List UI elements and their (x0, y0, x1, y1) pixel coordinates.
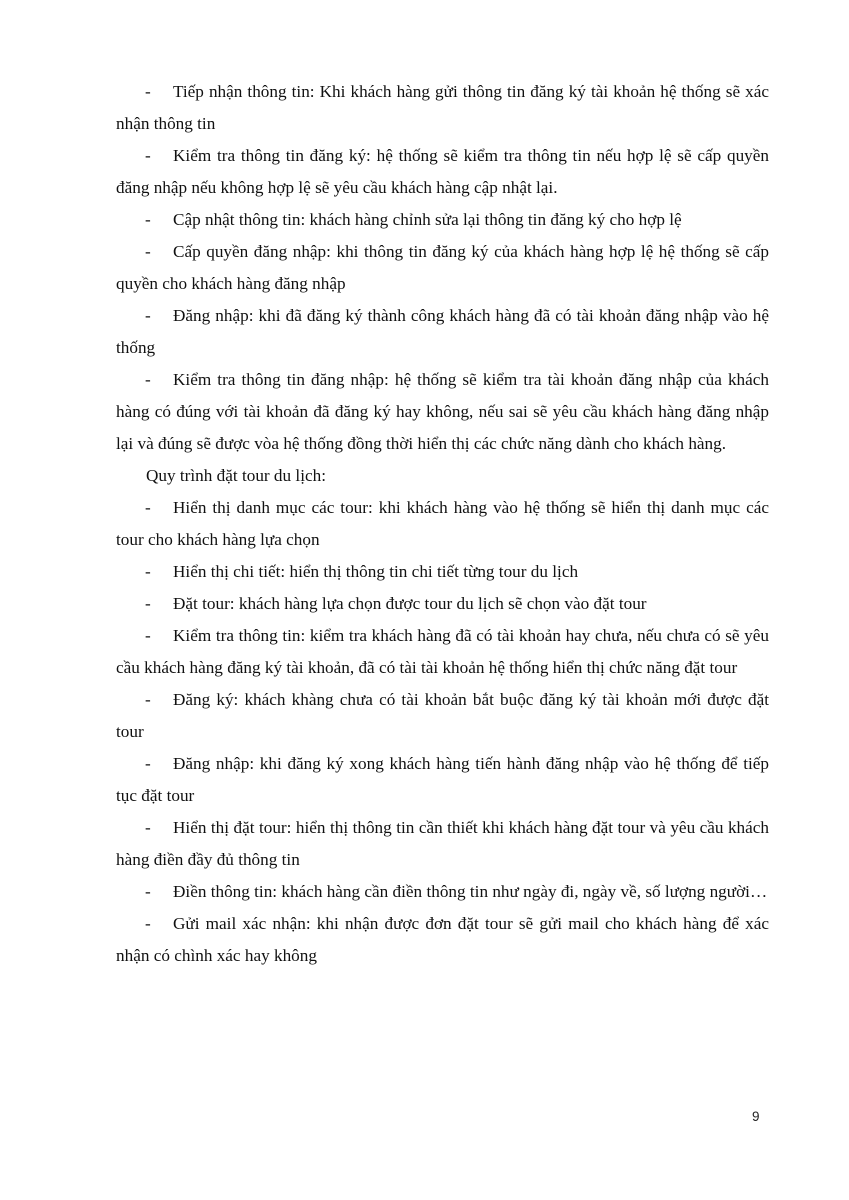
paragraph-text: Kiểm tra thông tin đăng ký: hệ thống sẽ kiểm tra thông tin nếu hợp lệ sẽ cấp quyền đăng nhập nếu không hợp lệ sẽ yêu cầu khách hàng cập nhật lại. (116, 146, 769, 197)
bullet-dash: - (145, 562, 151, 581)
paragraph-login (116, 300, 769, 364)
paragraph-fill-info (116, 876, 769, 908)
paragraph-text: Gửi mail xác nhận: khi nhận được đơn đặt tour sẽ gửi mail cho khách hàng để xác nhận có chình xác hay không (116, 914, 769, 965)
paragraph-send-confirmation-mail (116, 908, 769, 972)
paragraph-update-info (116, 204, 769, 236)
bullet-dash: - (145, 306, 151, 325)
paragraph-show-booking (116, 812, 769, 876)
bullet-dash: - (145, 82, 151, 101)
bullet-dash: - (145, 594, 151, 613)
bullet-dash: - (145, 754, 151, 773)
paragraph-text: Điền thông tin: khách hàng cần điền thông tin như ngày đi, ngày về, số lượng người… (173, 882, 768, 901)
paragraph-grant-login (116, 236, 769, 300)
section-heading-booking-process: Quy trình đặt tour du lịch: (146, 466, 326, 485)
paragraph-login-check (116, 364, 769, 460)
paragraph-text: Hiển thị đặt tour: hiển thị thông tin cần thiết khi khách hàng đặt tour và yêu cầu khách hàng điền đầy đủ thông tin (116, 818, 769, 869)
bullet-dash: - (145, 914, 151, 933)
paragraph-book-tour (116, 588, 769, 620)
bullet-dash: - (145, 690, 151, 709)
paragraph-text: Đăng nhập: khi đã đăng ký thành công khách hàng đã có tài khoản đăng nhập vào hệ thống (116, 306, 769, 357)
paragraph-text: Cấp quyền đăng nhập: khi thông tin đăng ký của khách hàng hợp lệ hệ thống sẽ cấp quyền cho khách hàng đăng nhập (116, 242, 769, 293)
page-number: 9 (752, 1109, 760, 1124)
paragraph-login-continue (116, 748, 769, 812)
paragraph-registration-receive (116, 76, 769, 140)
paragraph-register (116, 684, 769, 748)
bullet-dash: - (145, 626, 151, 645)
bullet-dash: - (145, 498, 151, 517)
paragraph-show-tour-list (116, 492, 769, 556)
paragraph-registration-check (116, 140, 769, 204)
bullet-dash: - (145, 370, 151, 389)
paragraph-text: Tiếp nhận thông tin: Khi khách hàng gửi thông tin đăng ký tài khoản hệ thống sẽ xác nhận thông tin (116, 82, 769, 133)
paragraph-text: Kiểm tra thông tin đăng nhập: hệ thống sẽ kiểm tra tài khoản đăng nhập của khách hàng có đúng với tài khoản đã đăng ký hay không, nếu sai sẽ yêu cầu khách hàng đăng nhập lại và đúng sẽ được vòa hệ thống đồng thời hiển thị các chức năng dành cho khách hàng. (116, 370, 769, 453)
bullet-dash: - (145, 882, 151, 901)
paragraph-text: Đăng nhập: khi đăng ký xong khách hàng tiến hành đăng nhập vào hệ thống để tiếp tục đặt tour (116, 754, 769, 805)
paragraph-show-details (116, 556, 769, 588)
bullet-dash: - (145, 146, 151, 165)
document-body (116, 76, 769, 972)
paragraph-check-info (116, 620, 769, 684)
paragraph-text: Hiển thị chi tiết: hiển thị thông tin chi tiết từng tour du lịch (173, 562, 579, 581)
paragraph-text: Cập nhật thông tin: khách hàng chỉnh sửa lại thông tin đăng ký cho hợp lệ (173, 210, 682, 229)
bullet-dash: - (145, 210, 151, 229)
paragraph-text: Kiểm tra thông tin: kiểm tra khách hàng đã có tài khoản hay chưa, nếu chưa có sẽ yêu cầu khách hàng đăng ký tài khoản, đã có tài tài khoản hệ thống hiển thị chức năng đặt tour (116, 626, 769, 677)
bullet-dash: - (145, 818, 151, 837)
paragraph-text: Đặt tour: khách hàng lựa chọn được tour du lịch sẽ chọn vào đặt tour (173, 594, 647, 613)
paragraph-text: Hiển thị danh mục các tour: khi khách hàng vào hệ thống sẽ hiển thị danh mục các tour cho khách hàng lựa chọn (116, 498, 769, 549)
paragraph-text: Đăng ký: khách khàng chưa có tài khoản bắt buộc đăng ký tài khoản mới được đặt tour (116, 690, 769, 741)
bullet-dash: - (145, 242, 151, 261)
